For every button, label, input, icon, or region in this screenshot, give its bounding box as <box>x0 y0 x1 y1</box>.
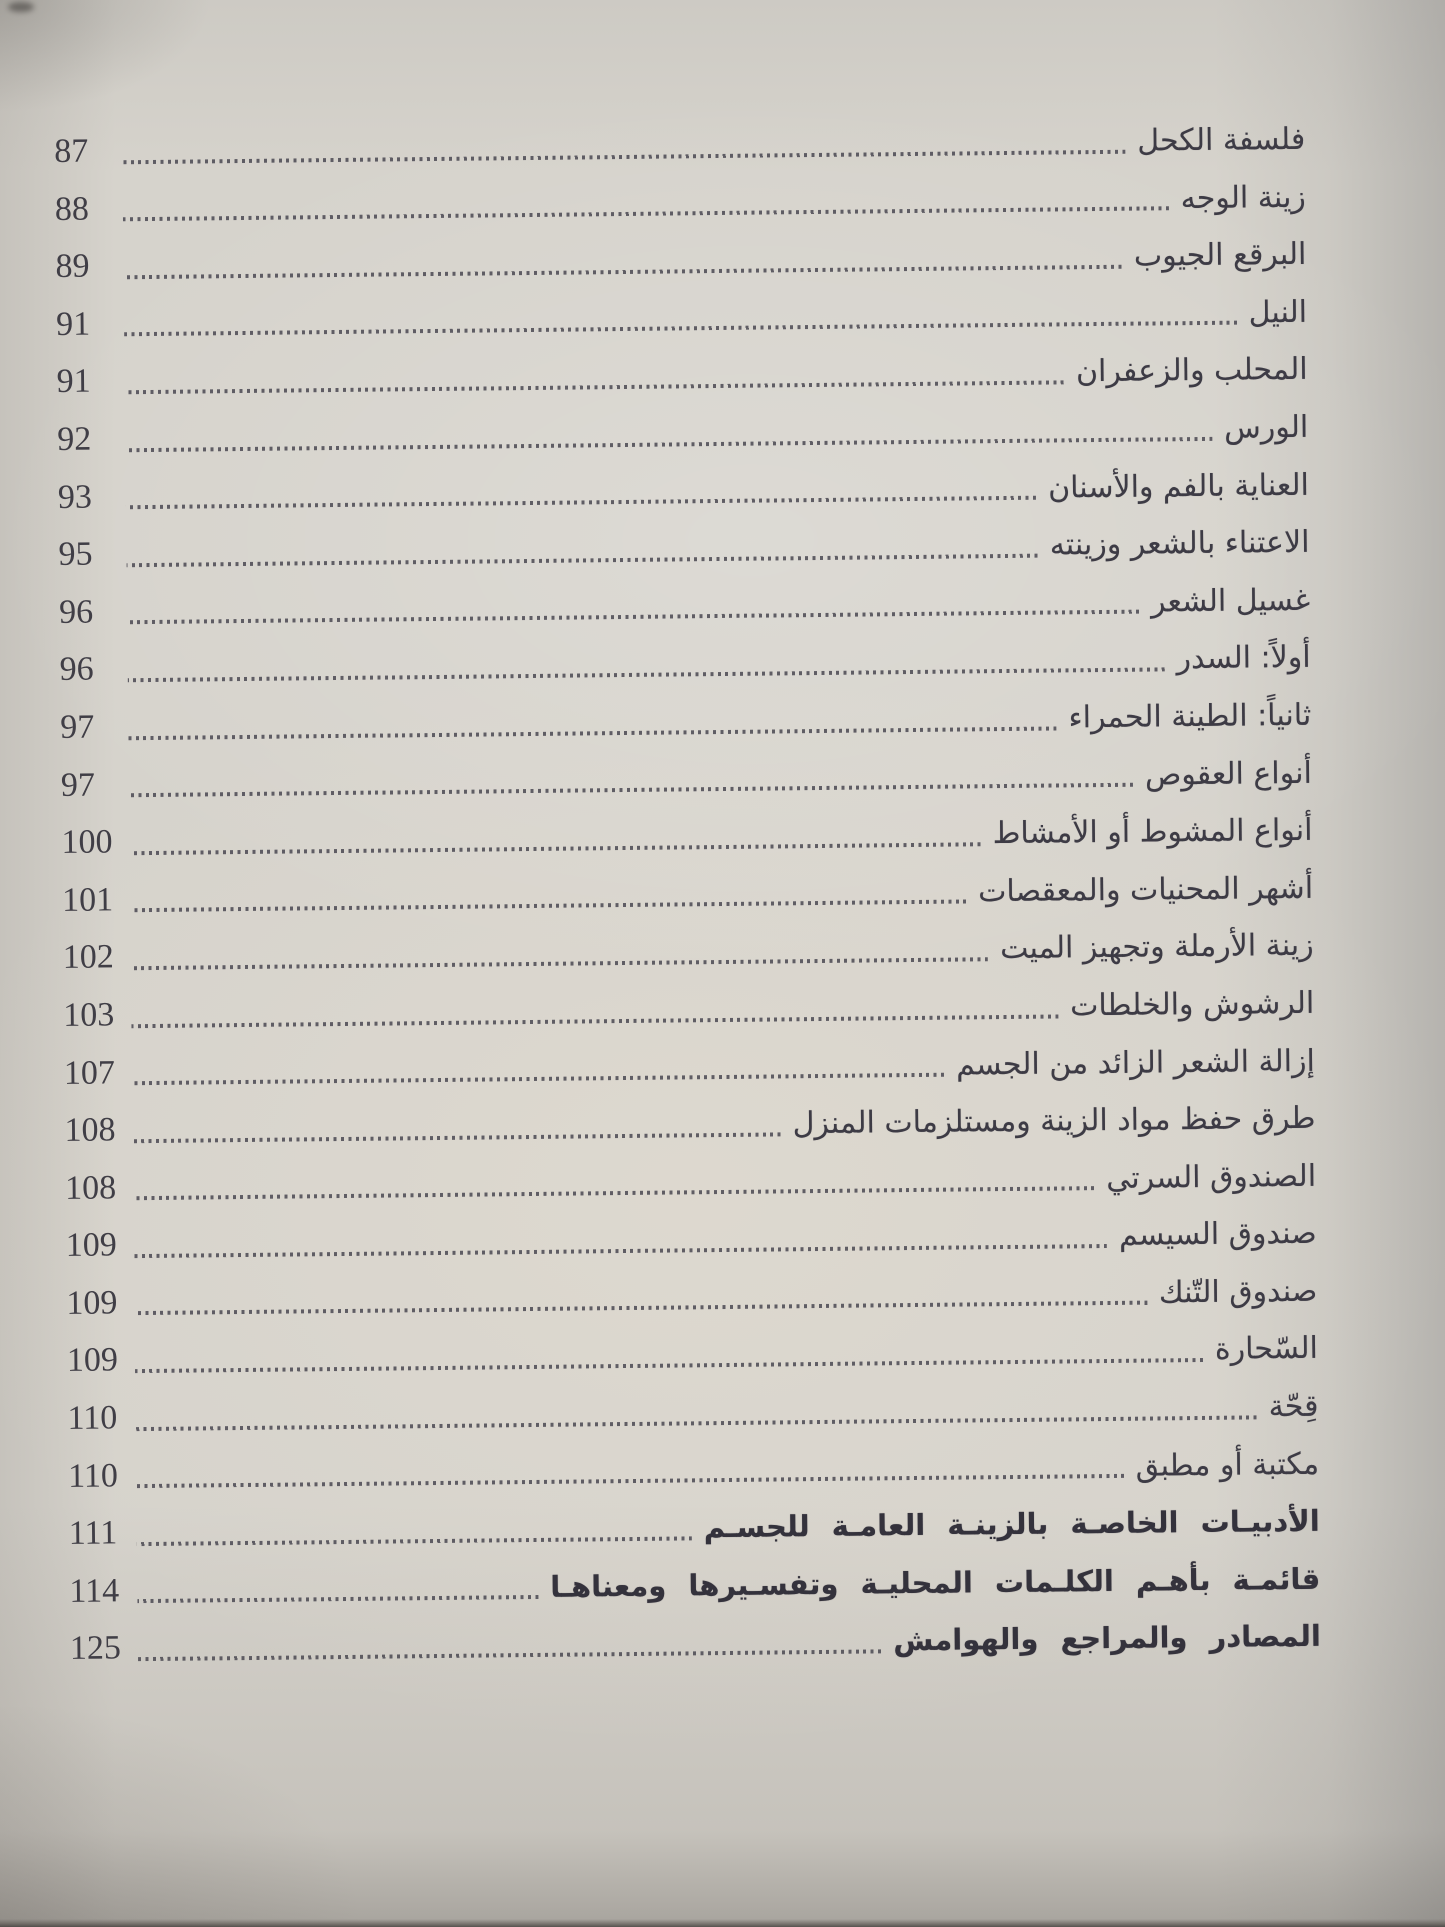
toc-entry-title: العناية بالفم والأسنان <box>1047 467 1310 506</box>
toc-entry-page-number: 111 <box>68 1514 118 1553</box>
toc-entry-page-number: 109 <box>65 1226 117 1265</box>
toc-entry-page-number: 91 <box>56 362 91 401</box>
toc-dotted-leader <box>136 1415 1257 1431</box>
toc-dotted-leader <box>123 206 1169 221</box>
toc-dotted-leader <box>138 1649 881 1661</box>
toc-entry-page-number: 110 <box>67 1399 118 1437</box>
toc-dotted-leader <box>136 1474 1124 1488</box>
toc-dotted-leader <box>133 1186 1094 1200</box>
toc-entry-page-number: 108 <box>64 1169 117 1207</box>
toc-entry-page-number: 109 <box>66 1341 119 1380</box>
toc-entry-title: مكتبة أو مطبق <box>1135 1446 1320 1484</box>
toc-entry-page-number: 107 <box>63 1053 116 1092</box>
toc-entry-page-number: 110 <box>67 1457 119 1495</box>
toc-dotted-leader <box>125 380 1064 394</box>
toc-entry-title: الاعتناء بالشعر وزينته <box>1049 524 1310 563</box>
toc-entry-page-number: 109 <box>66 1284 118 1322</box>
toc-entry-title: صندوق السيسم <box>1118 1216 1317 1254</box>
toc-dotted-leader <box>135 1358 1203 1373</box>
toc-entry-title: غسيل الشعر <box>1150 582 1311 620</box>
toc-dotted-leader <box>127 553 1038 567</box>
toc-entry <box>56 340 1308 411</box>
toc-dotted-leader <box>129 783 1133 798</box>
toc-entry-title: زينة الأرملة وتجهيز الميت <box>999 928 1314 967</box>
toc-dotted-leader <box>125 436 1212 451</box>
toc-entry-title: البرقع الجيوب <box>1133 237 1307 274</box>
toc-dotted-leader <box>130 900 966 913</box>
toc-entry-page-number: 103 <box>63 996 115 1034</box>
toc-entry-title: أنواع المشوط أو الأمشاط <box>992 812 1313 852</box>
toc-entry-title: قائمـة بأهـم الكلـمات المحليـة وتفسـيرها ومعناهـا <box>550 1561 1321 1604</box>
toc-entry-page-number: 100 <box>61 823 113 862</box>
toc-entry-title: أنواع العقوص <box>1144 755 1313 793</box>
toc-entry-title: النيل <box>1248 294 1308 331</box>
toc-entry <box>70 1607 1322 1678</box>
toc-entry-page-number: 89 <box>55 247 90 286</box>
toc-entry-title: الأدبيـات الخاصـة بالزينـة العامـة للجسـم <box>703 1504 1320 1545</box>
toc-entry-title: إزالة الشعر الزائد من الجسم <box>955 1043 1316 1083</box>
toc-dotted-leader <box>134 1244 1107 1258</box>
toc-entry-page-number: 88 <box>54 190 90 228</box>
toc-entry-title: زينة الوجه <box>1180 179 1306 216</box>
toc-dotted-leader <box>131 957 988 970</box>
toc-entry-page-number: 87 <box>54 132 89 170</box>
toc-dotted-leader <box>137 1536 692 1546</box>
toc-entry-title: ثانياً: الطينة الحمراء <box>1068 697 1312 736</box>
toc-dotted-leader <box>131 1014 1058 1028</box>
toc-entry <box>58 513 1310 584</box>
toc-dotted-leader <box>128 667 1165 682</box>
toc-entry-title: طرق حفظ مواد الزينة ومستلزمات المنزل <box>792 1100 1316 1142</box>
toc-entry-title: صندوق التّنك <box>1158 1273 1318 1311</box>
toc-entry-page-number: 108 <box>64 1111 116 1149</box>
toc-dotted-leader <box>133 1132 781 1143</box>
toc-entry-title: الورس <box>1223 409 1309 446</box>
toc-entry-page-number: 97 <box>60 766 96 804</box>
toc-dotted-leader <box>128 726 1056 740</box>
photo-bottom-edge <box>0 1919 1445 1927</box>
toc-entry-page-number: 97 <box>60 708 95 746</box>
toc-entry <box>65 1204 1317 1275</box>
toc-dotted-leader <box>137 1595 538 1603</box>
toc-entry-page-number: 93 <box>57 478 93 516</box>
toc-entry-page-number: 91 <box>55 305 91 343</box>
toc-dotted-leader <box>127 610 1139 625</box>
toc-entry <box>60 686 1312 757</box>
toc-list <box>54 110 1321 1678</box>
toc-entry-page-number: 102 <box>62 938 114 977</box>
toc-entry-title: المحلب والزعفران <box>1075 352 1308 390</box>
toc-dotted-leader <box>130 842 981 855</box>
toc-dotted-leader <box>134 1301 1147 1316</box>
toc-entry-page-number: 96 <box>58 593 94 631</box>
toc-entry-title: فلسفة الكحل <box>1137 121 1306 159</box>
toc-entry-page-number: 125 <box>69 1629 122 1668</box>
toc-entry-page-number: 101 <box>61 881 114 919</box>
toc-entry-page-number: 96 <box>59 650 94 689</box>
toc-entry-title: قِحّة <box>1268 1388 1319 1425</box>
toc-entry-page-number: 92 <box>57 420 92 458</box>
toc-entry-title: الصندوق السرتي <box>1106 1158 1317 1196</box>
toc-entry-title: أشهر المحنيات والمعقصات <box>977 870 1314 910</box>
toc-dotted-leader <box>124 321 1237 337</box>
toc-dotted-leader <box>126 496 1036 510</box>
toc-entry-page-number: 114 <box>69 1572 120 1610</box>
toc-entry-page-number: 95 <box>58 535 93 574</box>
toc-entry-title: الرشوش والخلطات <box>1070 985 1315 1024</box>
toc-dotted-leader <box>132 1073 944 1086</box>
toc-entry-title: المصادر والمراجع والهوامش <box>893 1619 1322 1658</box>
toc-entry-title: أولاً: السدر <box>1176 640 1311 677</box>
toc-entry-title: السّحارة <box>1214 1331 1319 1368</box>
toc-dotted-leader <box>124 265 1122 279</box>
toc-dotted-leader <box>122 149 1125 164</box>
